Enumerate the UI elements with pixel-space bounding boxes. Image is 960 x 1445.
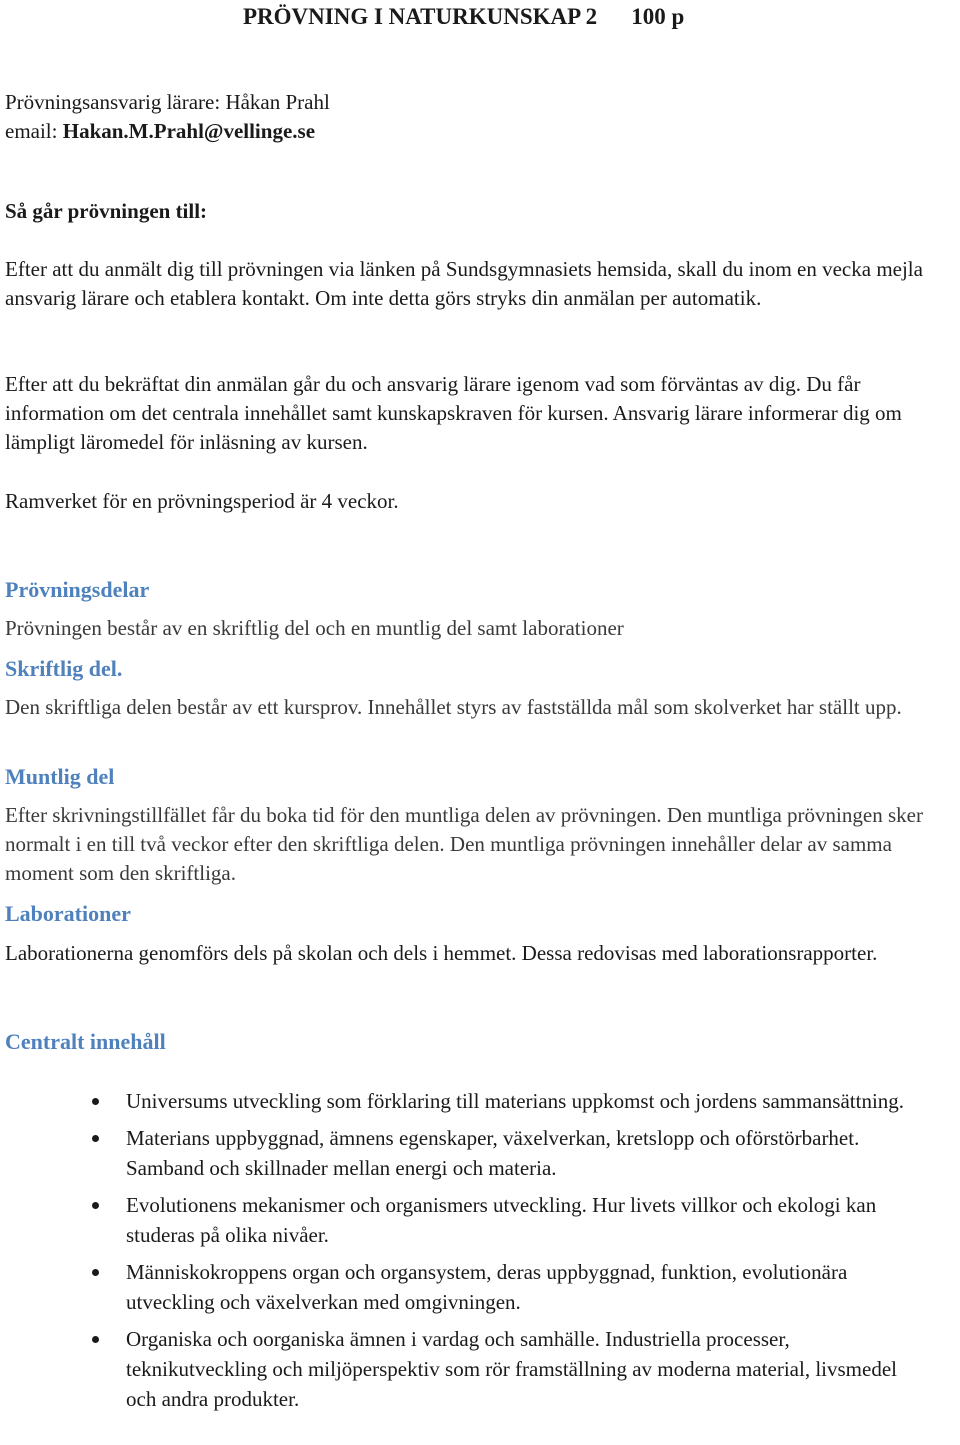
bullet-icon: [92, 1098, 99, 1105]
parts-intro: Prövningen består av en skriftlig del och en muntlig del samt laborationer: [5, 616, 624, 640]
written-text: Den skriftliga delen består av ett kursprov. Innehållet styrs av fastställda mål som skolverket har ställt upp.: [5, 695, 902, 719]
oral-heading: Muntlig del: [5, 764, 115, 789]
teacher-line: Prövningsansvarig lärare: Håkan Prahl: [5, 90, 330, 114]
email-value[interactable]: Hakan.M.Prahl@vellinge.se: [62, 119, 316, 143]
bullet-icon: [92, 1135, 99, 1142]
list-item: [5, 1086, 931, 1116]
list-item-text: Människokroppens organ och organsystem, deras uppbyggnad, funktion, evolutionära utveckling och växelverkan med omgivningen.: [126, 1260, 848, 1314]
oral-text: Efter skrivningstillfället får du boka tid för den muntliga delen av prövningen. Den muntliga prövningen sker normalt i en till två veckor efter den skriftliga delen. Den muntliga prövningen innehåller delar av samma moment som den skriftliga.: [5, 803, 923, 885]
bullet-icon: [92, 1336, 99, 1343]
list-item: [5, 1257, 931, 1317]
list-item: [5, 1123, 931, 1183]
email-line: [5, 117, 315, 146]
lab-text: Laborationerna genomförs dels på skolan och dels i hemmet. Dessa redovisas med laborationsrapporter.: [5, 941, 878, 965]
procedure-paragraph-2: Efter att du bekräftat din anmälan går du och ansvarig lärare igenom vad som förväntas av dig. Du får information om det centrala innehållet samt kunskapskraven för kursen. Ansvarig lärare informerar dig om lämpligt läromedel för inläsning av kursen.: [5, 372, 902, 454]
list-item-text: Evolutionens mekanismer och organismers utveckling. Hur livets villkor och ekologi kan studeras på olika nivåer.: [126, 1193, 877, 1247]
list-item-text: Materians uppbyggnad, ämnens egenskaper, växelverkan, kretslopp och oförstörbarhet. Samband och skillnader mellan energi och materia.: [126, 1126, 860, 1180]
parts-heading: Prövningsdelar: [5, 577, 150, 602]
points-text: 100 p: [631, 4, 685, 29]
procedure-heading: Så går prövningen till:: [5, 199, 208, 223]
central-content-heading: Centralt innehåll: [5, 1029, 166, 1054]
central-content-list: [5, 1086, 955, 1421]
list-item: [5, 1324, 931, 1414]
bullet-icon: [92, 1269, 99, 1276]
written-heading: Skriftlig del.: [5, 656, 123, 681]
email-label: email:: [5, 119, 63, 143]
procedure-paragraph-3: Ramverket för en prövningsperiod är 4 veckor.: [5, 489, 399, 513]
title-text: PRÖVNING I NATURKUNSKAP 2: [243, 4, 598, 29]
list-item-text: Organiska och oorganiska ämnen i vardag och samhälle. Industriella processer, teknikutveckling och miljöperspektiv som rör framställning av moderna material, livsmedel och andra produkter.: [126, 1327, 897, 1411]
procedure-paragraph-1: Efter att du anmält dig till prövningen via länken på Sundsgymnasiets hemsida, skall du inom en vecka mejla ansvarig lärare och etablera kontakt. Om inte detta görs stryks din anmälan per automatik.: [5, 257, 923, 310]
list-item: [5, 1190, 931, 1250]
bullet-icon: [92, 1202, 99, 1209]
list-item-text: Universums utveckling som förklaring till materians uppkomst och jordens sammansättning.: [126, 1089, 905, 1113]
document-title: [243, 2, 684, 32]
lab-heading: Laborationer: [5, 901, 131, 926]
